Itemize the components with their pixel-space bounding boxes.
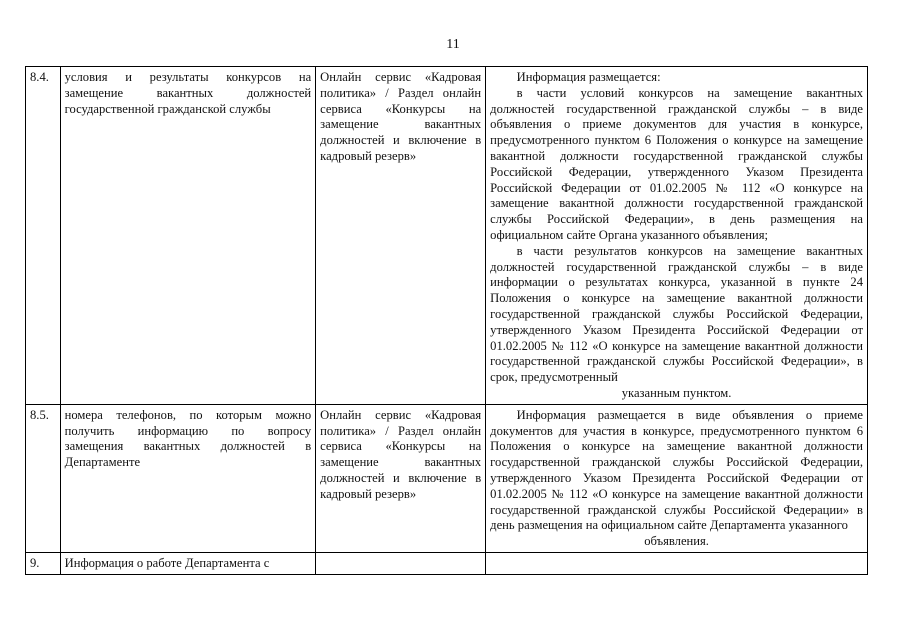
description-tail: объявления. bbox=[644, 534, 709, 549]
row-number: 9. bbox=[26, 552, 61, 574]
description-paragraph: в части результатов конкурсов на замещение вакантных должностей государственной гражданской службы – в виде информации о результатах конкурса, указанной в пункте 24 Положения о конкурсе на замещение вакантной должности государственной гражданской службы Российской Федерации, утвержденного Указом Президента Российской Федерации от 01.02.2005 № 112 «О конкурсе на замещение вакантной должности государственной гражданской службы Российской Федерации», в срок, предусмотренный bbox=[490, 243, 863, 385]
description-lead: Информация размещается: bbox=[516, 70, 661, 84]
row-number: 8.4. bbox=[26, 67, 61, 405]
description-paragraph: Информация размещается в виде объявления о приеме документов для участия в конкурсе, предусмотренного пунктом 6 Положения о конкурсе на замещение вакантной должности государственной гражданской службы Российской Федерации, утвержденного Указом Президента Российской Федерации от 01.02.2005 № 112 «О конкурсе на замещение вакантной должности государственной гражданской службы Российской Федерации» в день размещения на официальном сайте Департамента указанного bbox=[490, 407, 863, 533]
info-name-cell: Информация о работе Департамента с bbox=[60, 552, 316, 574]
source-cell bbox=[316, 552, 486, 574]
table-row bbox=[26, 404, 868, 552]
source-cell: Онлайн сервис «Кадровая политика» / Раздел онлайн сервиса «Конкурсы на замещение вакантных должностей и включение в кадровый резерв» bbox=[316, 67, 486, 405]
page-number: 11 bbox=[446, 37, 460, 52]
description-cell bbox=[486, 404, 868, 552]
description-cell bbox=[486, 552, 868, 574]
info-name-cell: номера телефонов, по которым можно получить информацию по вопросу замещения вакантных должностей в Департаменте bbox=[60, 404, 316, 552]
source-cell: Онлайн сервис «Кадровая политика» / Раздел онлайн сервиса «Конкурсы на замещение вакантных должностей и включение в кадровый резерв» bbox=[316, 404, 486, 552]
description-cell bbox=[486, 67, 868, 405]
description-tail: указанным пунктом. bbox=[621, 385, 732, 400]
row-number: 8.5. bbox=[26, 404, 61, 552]
table-row bbox=[26, 67, 868, 405]
document-table bbox=[25, 66, 868, 575]
description-paragraph: в части условий конкурсов на замещение вакантных должностей государственной гражданской службы – в виде объявления о приеме документов для участия в конкурсе, предусмотренного пунктом 6 Положения о конкурсе на замещение вакантной должности государственной гражданской службы Российской Федерации, утвержденного Указом Президента Российской Федерации от 01.02.2005 № 112 «О конкурсе на замещение вакантной должности государственной гражданской службы Российской Федерации», в день размещения на официальном сайте Органа указанного объявления; bbox=[490, 85, 863, 242]
table-row bbox=[26, 552, 868, 574]
info-name-cell: условия и результаты конкурсов на замещение вакантных должностей государственной гражданской службы bbox=[60, 67, 316, 405]
